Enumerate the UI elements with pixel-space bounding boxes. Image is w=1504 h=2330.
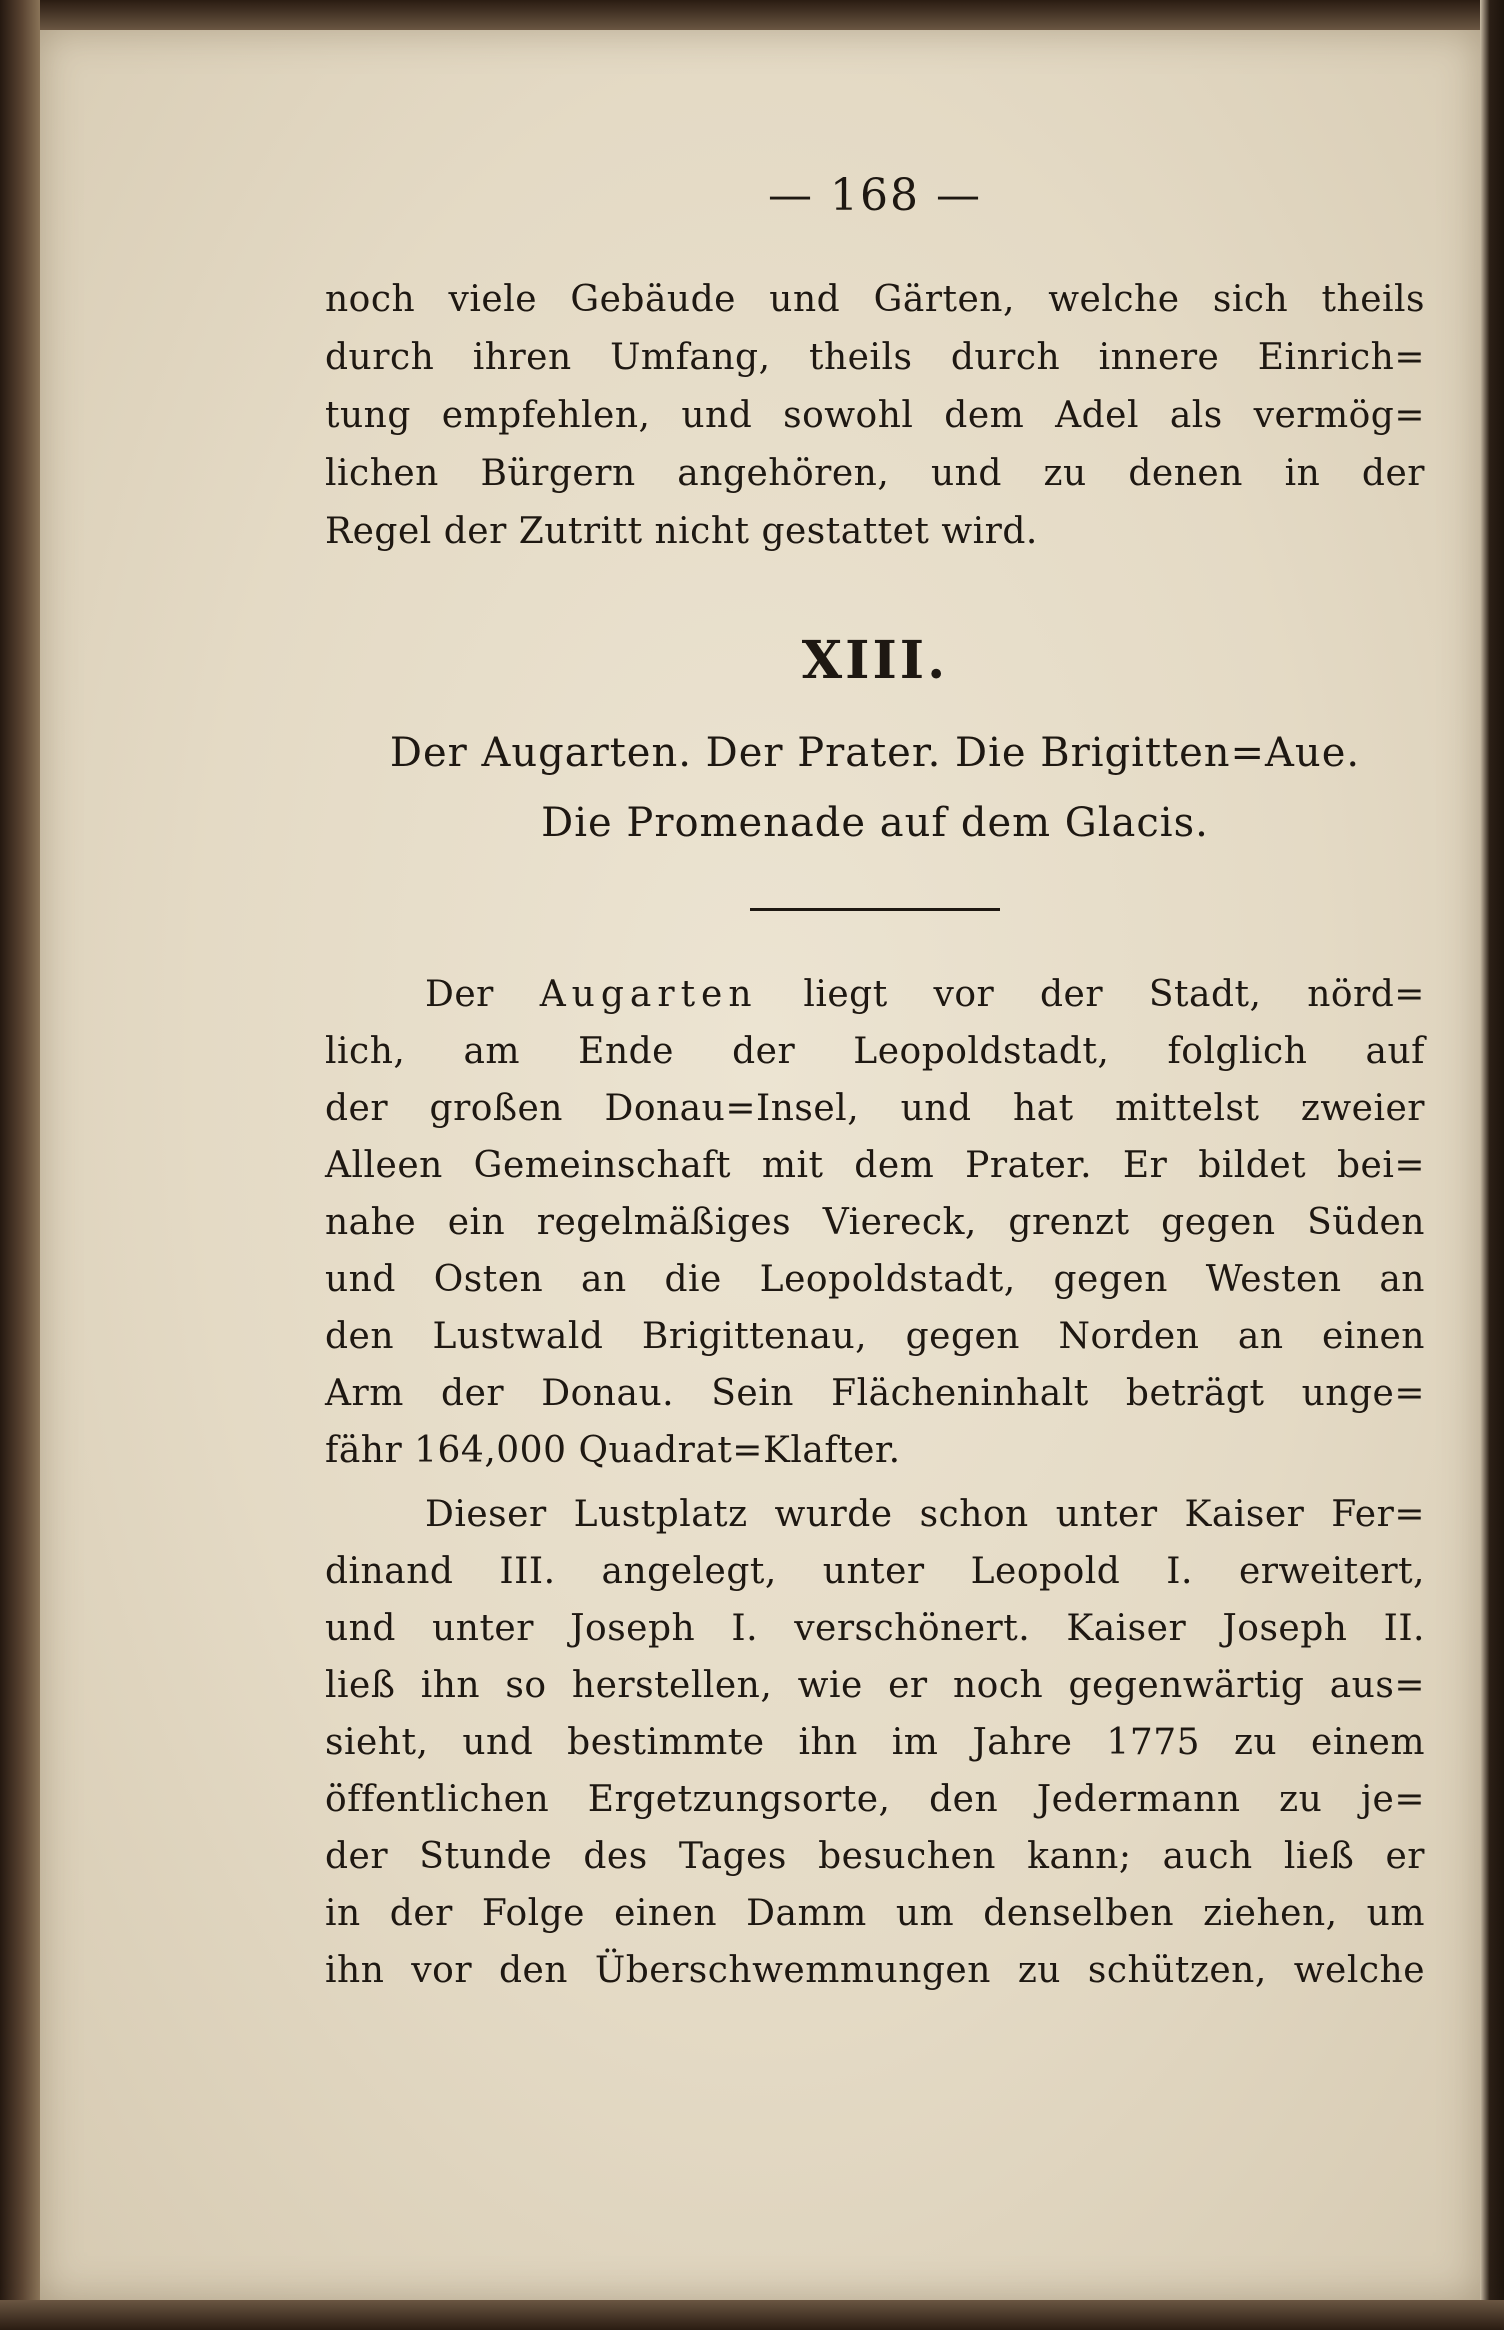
paragraph2-line: öffentlichen Ergetzungsorte, den Jedermann zu je= <box>325 1779 1425 1820</box>
intro-line: durch ihren Umfang, theils durch innere Einrich= <box>325 337 1425 378</box>
paragraph1-line: Arm der Donau. Sein Flächeninhalt beträgt unge= <box>325 1373 1425 1414</box>
paragraph1-line: und Osten an die Leopoldstadt, gegen Westen an <box>325 1259 1425 1300</box>
intro-line: lichen Bürgern angehören, und zu denen in der <box>325 453 1425 494</box>
paragraph2-line: ließ ihn so herstellen, wie er noch gegenwärtig aus= <box>325 1665 1425 1706</box>
paragraph2-line: Dieser Lustplatz wurde schon unter Kaiser Fer= <box>425 1494 1425 1535</box>
intro-line: Regel der Zutritt nicht gestattet wird. <box>325 511 1038 552</box>
paragraph2-line: der Stunde des Tages besuchen kann; auch ließ er <box>325 1836 1425 1877</box>
chapter-title-line: Der Augarten. Der Prater. Die Brigitten=Aue. <box>389 730 1361 776</box>
section-divider <box>750 908 1000 911</box>
paragraph1-line: der großen Donau=Insel, und hat mittelst zweier <box>325 1088 1425 1129</box>
paragraph2-line: in der Folge einen Damm um denselben ziehen, um <box>325 1893 1425 1934</box>
book-page <box>40 30 1480 2300</box>
intro-line: tung empfehlen, und sowohl dem Adel als vermög= <box>325 395 1425 436</box>
page-right-edge <box>1480 0 1504 2330</box>
intro-line: noch viele Gebäude und Gärten, welche sich theils <box>325 279 1425 320</box>
paragraph2-line: sieht, und bestimmte ihn im Jahre 1775 zu einem <box>325 1722 1425 1763</box>
page-number: — 168 — <box>768 170 982 221</box>
paragraph1-line: nahe ein regelmäßiges Viereck, grenzt gegen Süden <box>325 1202 1425 1243</box>
chapter-title-line: Die Promenade auf dem Glacis. <box>541 800 1209 846</box>
paragraph1-line: lich, am Ende der Leopoldstadt, folglich auf <box>325 1031 1425 1072</box>
chapter-number: XIII. <box>801 630 949 691</box>
paragraph1-spaced-word: Augarten <box>539 974 758 1015</box>
paragraph1-first-line <box>325 970 1425 1020</box>
page-top-edge <box>0 0 1504 30</box>
paragraph2-line: ihn vor den Überschwemmungen zu schützen, welche <box>325 1950 1425 1991</box>
paragraph2-line: dinand III. angelegt, unter Leopold I. erweitert, <box>325 1551 1425 1592</box>
paragraph1-first-word: Der <box>425 974 494 1015</box>
paragraph2-line: und unter Joseph I. verschönert. Kaiser Joseph II. <box>325 1608 1425 1649</box>
paragraph1-line: fähr 164,000 Quadrat=Klafter. <box>325 1430 901 1471</box>
page-bottom-edge <box>0 2300 1504 2330</box>
paragraph1-first-line-rest: liegt vor der Stadt, nörd= <box>803 974 1425 1015</box>
book-binding <box>0 0 40 2330</box>
paragraph1-line: den Lustwald Brigittenau, gegen Norden an einen <box>325 1316 1425 1357</box>
paragraph1-line: Alleen Gemeinschaft mit dem Prater. Er bildet bei= <box>325 1145 1425 1186</box>
